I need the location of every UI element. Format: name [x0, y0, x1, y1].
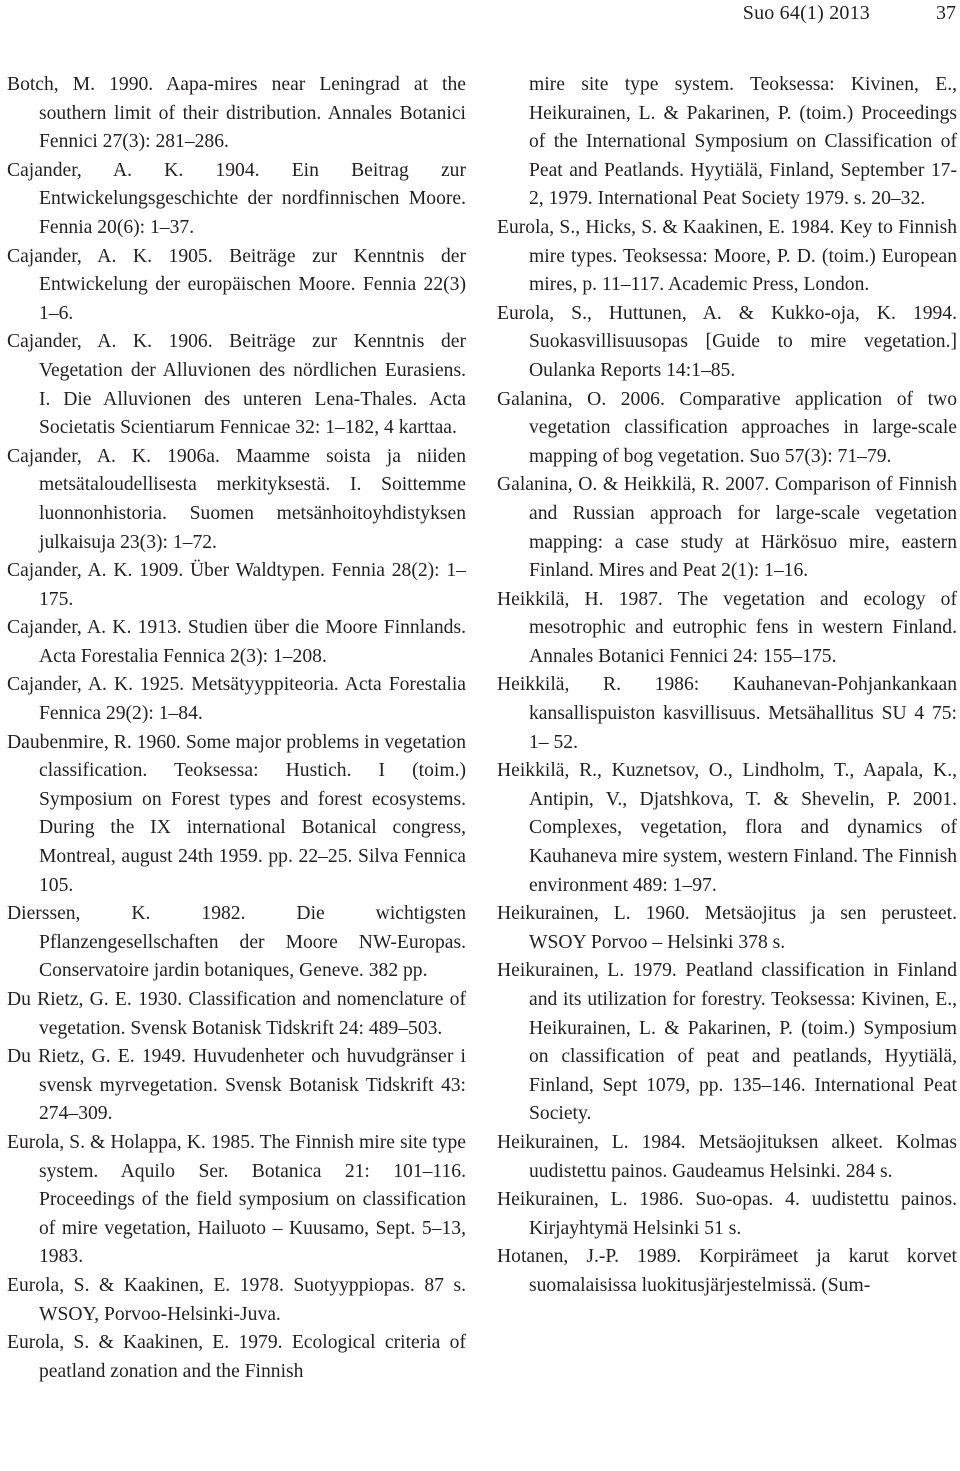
reference-entry: Cajander, A. K. 1906a. Maamme soista ja niiden metsätaloudellisesta merkityksestä. I. Soittemme luonnonhistoria. Suomen metsänhoitoyhdistyksen julkaisuja 23(3): 1–72.	[7, 445, 466, 553]
reference-entry: Heikurainen, L. 1986. Suo-opas. 4. uudistettu painos. Kirjayhtymä Helsinki 51 s.	[497, 1189, 957, 1239]
reference-entry: Heikurainen, L. 1979. Peatland classification in Finland and its utilization for forestry. Teoksessa: Kivinen, E., Heikurainen, L. & Pakarinen, P. (toim.) Symposium on classification of peat and peatlands, Hyytiälä, Finland, Sept 1079, pp. 135–146. International Peat Society.	[497, 960, 957, 1125]
reference-entry: Hotanen, J.-P. 1989. Korpirämeet ja karut korvet suomalaisissa luokitusjärjestelmissä. (Sum-	[497, 1246, 957, 1296]
reference-entry: Galanina, O. & Heikkilä, R. 2007. Comparison of Finnish and Russian approach for large-scale vegetation mapping: a case study at Härkösuo mire, eastern Finland. Mires and Peat 2(1): 1–16.	[497, 474, 957, 582]
reference-entry: Eurola, S., Huttunen, A. & Kukko-oja, K. 1994. Suokasvillisuusopas [Guide to mire vegetation.] Oulanka Reports 14:1–85.	[497, 302, 957, 381]
page-header	[0, 0, 960, 40]
reference-entry: Heikkilä, R., Kuznetsov, O., Lindholm, T., Aapala, K., Antipin, V., Djatshkova, T. & Shevelin, P. 2001. Complexes, vegetation, flora and dynamics of Kauhaneva mire system, western Finland. The Finnish environment 489: 1–97.	[497, 760, 957, 896]
reference-entry: Heikkilä, H. 1987. The vegetation and ecology of mesotrophic and eutrophic fens in western Finland. Annales Botanici Fennici 24: 155–175.	[497, 588, 957, 667]
reference-entry: Eurola, S. & Kaakinen, E. 1979. Ecological criteria of peatland zonation and the Finnish	[7, 1332, 466, 1382]
reference-entry: Cajander, A. K. 1925. Metsätyyppiteoria. Acta Forestalia Fennica 29(2): 1–84.	[7, 674, 466, 725]
reference-entry: Cajander, A. K. 1904. Ein Beitrag zur Entwickelungsgeschichte der nordfinnischen Moore. Fennia 20(6): 1–37.	[7, 159, 466, 238]
reference-entry: Galanina, O. 2006. Comparative application of two vegetation classification approaches in large-scale mapping of bog vegetation. Suo 57(3): 71–79.	[497, 388, 957, 467]
reference-continuation: mire site type system. Teoksessa: Kivinen, E., Heikurainen, L. & Pakarinen, P. (toim.) Proceedings of the International Symposium on Classification of Peat and Peatlands. Hyytiälä, Finland, September 17-2, 1979. International Peat Society 1979. s. 20–32.	[529, 74, 957, 210]
reference-entry: Botch, M. 1990. Aapa-mires near Leningrad at the southern limit of their distribution. Annales Botanici Fennici 27(3): 281–286.	[7, 74, 466, 153]
reference-entry: Du Rietz, G. E. 1930. Classification and nomenclature of vegetation. Svensk Botanisk Tidskrift 24: 489–503.	[7, 989, 466, 1039]
reference-entry: Cajander, A. K. 1913. Studien über die Moore Finnlands. Acta Forestalia Fennica 2(3): 1–208.	[7, 617, 466, 667]
reference-entry: Du Rietz, G. E. 1949. Huvudenheter och huvudgränser i svensk myrvegetation. Svensk Botanisk Tidskrift 43: 274–309.	[7, 1046, 466, 1125]
reference-entry: Heikkilä, R. 1986: Kauhanevan-Pohjankankaan kansallispuiston kasvillisuus. Metsähallitus SU 4 75: 1– 52.	[497, 674, 957, 753]
journal-citation: Suo 64(1) 2013	[742, 2, 870, 24]
reference-entry: Cajander, A. K. 1909. Über Waldtypen. Fennia 28(2): 1–175.	[7, 560, 466, 610]
reference-entry: Eurola, S. & Holappa, K. 1985. The Finnish mire site type system. Aquilo Ser. Botanica 21: 101–116. Proceedings of the field symposium on classification of mire vegetation, Hailuoto – Kuusamo, Sept. 5–13, 1983.	[7, 1131, 466, 1268]
reference-entry: Eurola, S. & Kaakinen, E. 1978. Suotyyppiopas. 87 s. WSOY, Porvoo-Helsinki-Juva.	[7, 1274, 466, 1325]
page-number: 37	[936, 2, 956, 24]
reference-entry: Eurola, S., Hicks, S. & Kaakinen, E. 1984. Key to Finnish mire types. Teoksessa: Moore, P. D. (toim.) European mires, p. 11–117. Academic Press, London.	[497, 216, 957, 296]
references-left-column	[7, 71, 466, 1386]
reference-entry: Cajander, A. K. 1906. Beiträge zur Kenntnis der Vegetation der Alluvionen des nördlichen Eurasiens. I. Die Alluvionen des unteren Lena-Thales. Acta Societatis Scientiarum Fennicae 32: 1–182, 4 karttaa.	[7, 331, 466, 439]
reference-entry: Heikurainen, L. 1984. Metsäojituksen alkeet. Kolmas uudistettu painos. Gaudeamus Helsinki. 284 s.	[497, 1131, 957, 1182]
references-right-column	[497, 71, 957, 1301]
reference-entry: Cajander, A. K. 1905. Beiträge zur Kenntnis der Entwickelung der europäischen Moore. Fennia 22(3) 1–6.	[7, 245, 466, 324]
reference-entry: Daubenmire, R. 1960. Some major problems in vegetation classification. Teoksessa: Hustich. I (toim.) Symposium on Forest types and forest ecosystems. During the IX international Botanical congress, Montreal, august 24th 1959. pp. 22–25. Silva Fennica 105.	[7, 731, 466, 896]
reference-entry: Heikurainen, L. 1960. Metsäojitus ja sen perusteet. WSOY Porvoo – Helsinki 378 s.	[497, 903, 957, 953]
reference-entry: Dierssen, K. 1982. Die wichtigsten Pflanzengesellschaften der Moore NW-Europas. Conservatoire jardin botaniques, Geneve. 382 pp.	[7, 903, 466, 982]
